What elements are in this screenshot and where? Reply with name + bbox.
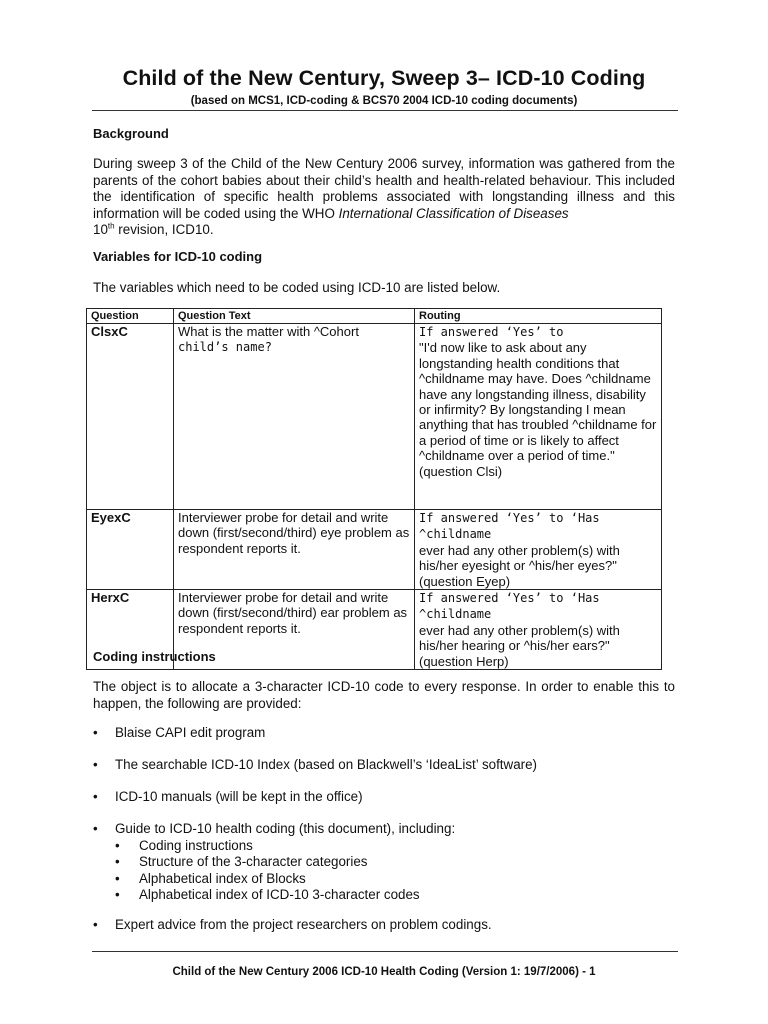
bullet-icon: •	[93, 757, 98, 772]
table-header-question: Question	[87, 309, 174, 324]
bullet-icon: •	[93, 789, 98, 804]
routing-text	[415, 510, 662, 590]
variables-table	[86, 308, 662, 670]
sub-list-item-text: Structure of the 3-character categories	[139, 854, 368, 869]
list-item-text: Blaise CAPI edit program	[115, 725, 266, 740]
bullet-icon: •	[115, 854, 120, 869]
page-title: Child of the New Century, Sweep 3– ICD-10 Coding	[122, 66, 646, 90]
bullet-icon: •	[93, 917, 98, 932]
question-text-a: Interviewer probe for detail and write down (first/second/third) eye problem as respondent reports it.	[178, 510, 410, 556]
routing-text	[415, 590, 662, 670]
routing-text-b: "I'd now like to ask about any longstanding health conditions that ^childname may have. Does ^childname have any longstanding illness, disability or infirmity? By longstanding I mean anything that has troubled ^childname for a period of time or is likely to affect ^childname over a period of time." (question Clsi)	[419, 340, 657, 479]
sub-list-item	[93, 854, 683, 871]
routing-text-b: ever had any other problem(s) with his/her eyesight or ^his/her eyes?" (question Eyep)	[419, 542, 620, 589]
list-item	[93, 725, 683, 745]
background-paragraph	[93, 156, 675, 239]
sub-list-item-text: Coding instructions	[139, 837, 253, 853]
variables-heading: Variables for ICD-10 coding	[93, 249, 263, 264]
list-item-text: The searchable ICD-10 Index (based on Blackwell’s ‘IdeaList’ software)	[115, 757, 538, 772]
background-text-2: revision, ICD10.	[114, 222, 214, 237]
table-row	[87, 510, 662, 590]
question-text	[174, 510, 415, 590]
bullet-icon: •	[93, 821, 98, 836]
background-text-italic: International Classification of Diseases	[338, 205, 569, 221]
background-text-ordinal: 10	[93, 222, 108, 237]
top-rule	[92, 110, 678, 111]
table-header-question-text: Question Text	[174, 309, 415, 324]
routing-text-a: If answered ‘Yes’ to ‘Has ^childname	[419, 511, 600, 542]
question-code: ClsxC	[87, 324, 174, 510]
background-heading: Background	[93, 126, 169, 141]
list-item-text: Guide to ICD-10 health coding (this document), including:	[115, 821, 456, 836]
question-code: HerxC	[87, 590, 174, 670]
routing-text	[415, 324, 662, 510]
question-text-a: Interviewer probe for detail and write down (first/second/third) ear problem as respondent reports it.	[178, 590, 408, 636]
routing-text-a: If answered ‘Yes’ to	[419, 325, 564, 339]
bottom-rule	[92, 951, 678, 952]
question-text-a: What is the matter with ^Cohort	[178, 324, 359, 339]
bullet-icon: •	[115, 837, 120, 853]
question-code: EyexC	[87, 510, 174, 590]
background-text-sup: th	[107, 221, 115, 231]
table-row	[87, 324, 662, 510]
table-header-row	[87, 309, 662, 324]
table-header-routing: Routing	[415, 309, 662, 324]
sub-list-item-text: Alphabetical index of ICD-10 3-character codes	[139, 887, 420, 902]
question-text-b: child’s name?	[178, 340, 272, 355]
page-subtitle: (based on MCS1, ICD-coding & BCS70 2004 ICD-10 coding documents)	[190, 95, 578, 107]
question-text	[174, 324, 415, 510]
bullet-icon: •	[115, 887, 120, 902]
list-item	[93, 789, 683, 809]
list-item	[93, 757, 683, 777]
page-footer: Child of the New Century 2006 ICD-10 Health Coding (Version 1: 19/7/2006) - 1	[172, 966, 596, 978]
list-item-text: ICD-10 manuals (will be kept in the office)	[115, 789, 363, 804]
list-item	[93, 821, 683, 904]
sub-list-item	[93, 838, 683, 855]
sub-list-item-text: Alphabetical index of Blocks	[139, 870, 306, 886]
bullet-icon: •	[115, 870, 120, 886]
sub-list-item	[93, 887, 683, 904]
variables-intro: The variables which need to be coded using ICD-10 are listed below.	[93, 280, 501, 295]
background-text-1: During sweep 3 of the Child of the New Century 2006 survey, information was gathered from the parents of the cohort babies about their child’s health and health-related behaviour. This included the identification of specific health problems associated with longstanding illness and this information will be coded using the WHO	[93, 156, 675, 221]
bullet-icon: •	[93, 725, 98, 740]
list-item-row	[93, 821, 683, 838]
coding-paragraph: The object is to allocate a 3-character ICD-10 code to every response. In order to enable this to happen, the following are provided:	[93, 679, 675, 711]
coding-heading: Coding instructions	[93, 649, 216, 664]
routing-text-b: ever had any other problem(s) with his/her hearing or ^his/her ears?" (question Herp)	[419, 622, 620, 669]
routing-text-a: If answered ‘Yes’ to ‘Has ^childname	[419, 591, 600, 622]
sub-list-item	[93, 871, 683, 888]
list-item	[93, 917, 683, 937]
list-item-text: Expert advice from the project researchers on problem codings.	[115, 917, 492, 932]
